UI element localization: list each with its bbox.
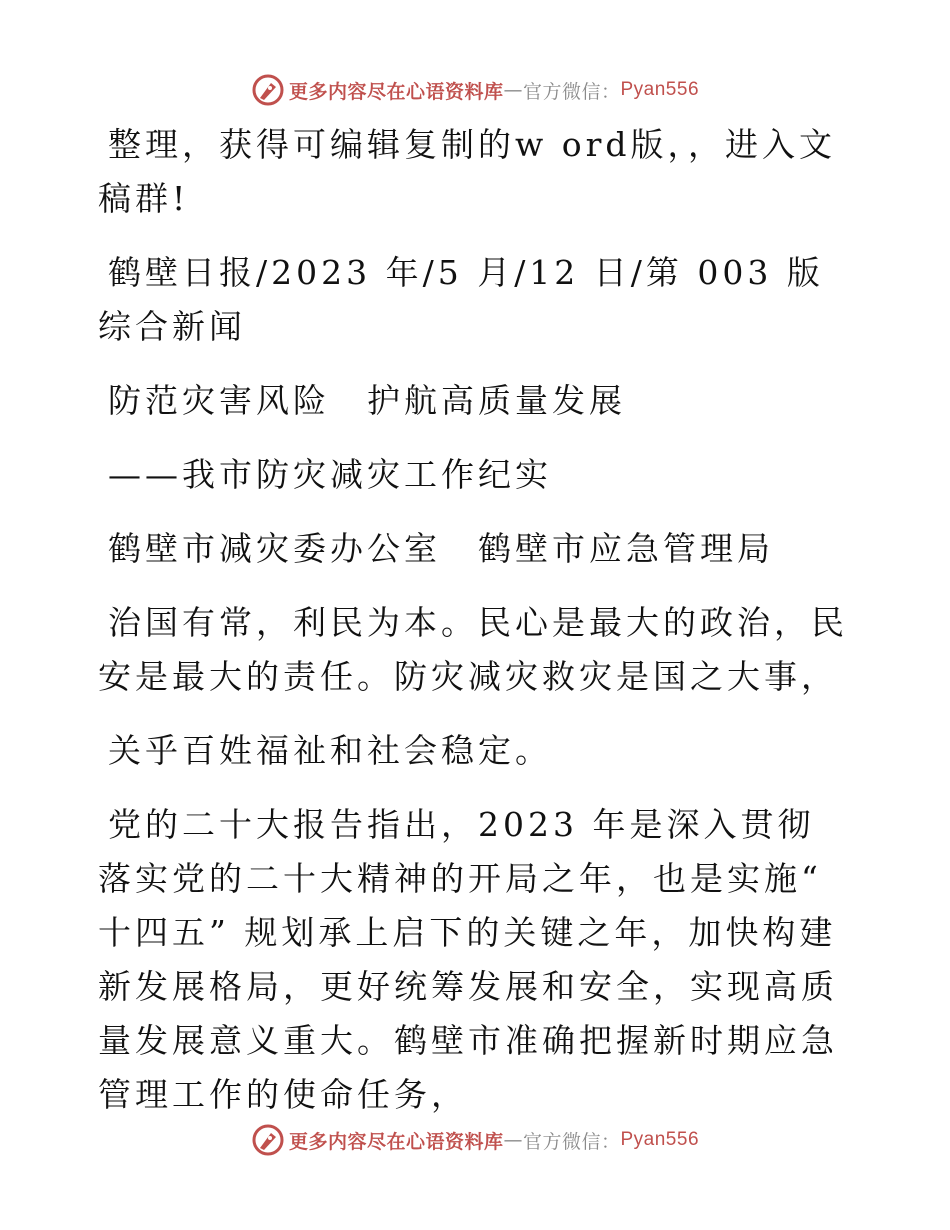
wechat-id: Pyan556 — [620, 79, 700, 100]
paragraph-intro: 整理，获得可编辑复制的w ord版，，进入文稿群! — [98, 125, 837, 218]
paragraph-body-1: 治国有常，利民为本。民心是最大的政治，民安是最大的责任。防灾减灾救灾是国之大事， — [98, 603, 848, 696]
wechat-id: Pyan556 — [620, 1129, 700, 1150]
banner-separator: — — [503, 1129, 523, 1151]
footer-watermark-banner — [0, 1120, 950, 1160]
paragraph-body-3: 党的二十大报告指出，2023 年是深入贯彻落实党的二十大精神的开局之年，也是实施“ 十四五” 规划承上启下的关键之年，加快构建新发展格局，更好统筹发展和安全，实现高质量发展意义重大。鹤壁市准确把握新时期应急管理工作的使命任务， — [98, 805, 838, 1114]
paragraph-body-2: 关乎百姓福祉和社会稳定。 — [108, 731, 552, 770]
header-watermark-banner — [0, 70, 950, 110]
wechat-label: 官方微信： — [522, 80, 621, 103]
banner-separator: — — [503, 79, 523, 101]
article-author: 鹤壁市减灾委办公室 鹤壁市应急管理局 — [108, 529, 774, 568]
paragraph-source: 鹤壁日报/2023 年/5 月/12 日/第 003 版综合新闻 — [98, 253, 824, 346]
pen-nib-circle-icon — [251, 1123, 285, 1157]
document-body — [98, 118, 848, 1142]
brand-text: 更多内容尽在心语资料库 — [288, 80, 504, 103]
article-subtitle: ——我市防灾减灾工作纪实 — [108, 455, 552, 494]
pen-nib-circle-icon — [251, 73, 285, 107]
wechat-label: 官方微信： — [522, 1130, 621, 1153]
brand-text: 更多内容尽在心语资料库 — [288, 1130, 504, 1153]
article-title: 防范灾害风险 护航高质量发展 — [108, 381, 626, 420]
